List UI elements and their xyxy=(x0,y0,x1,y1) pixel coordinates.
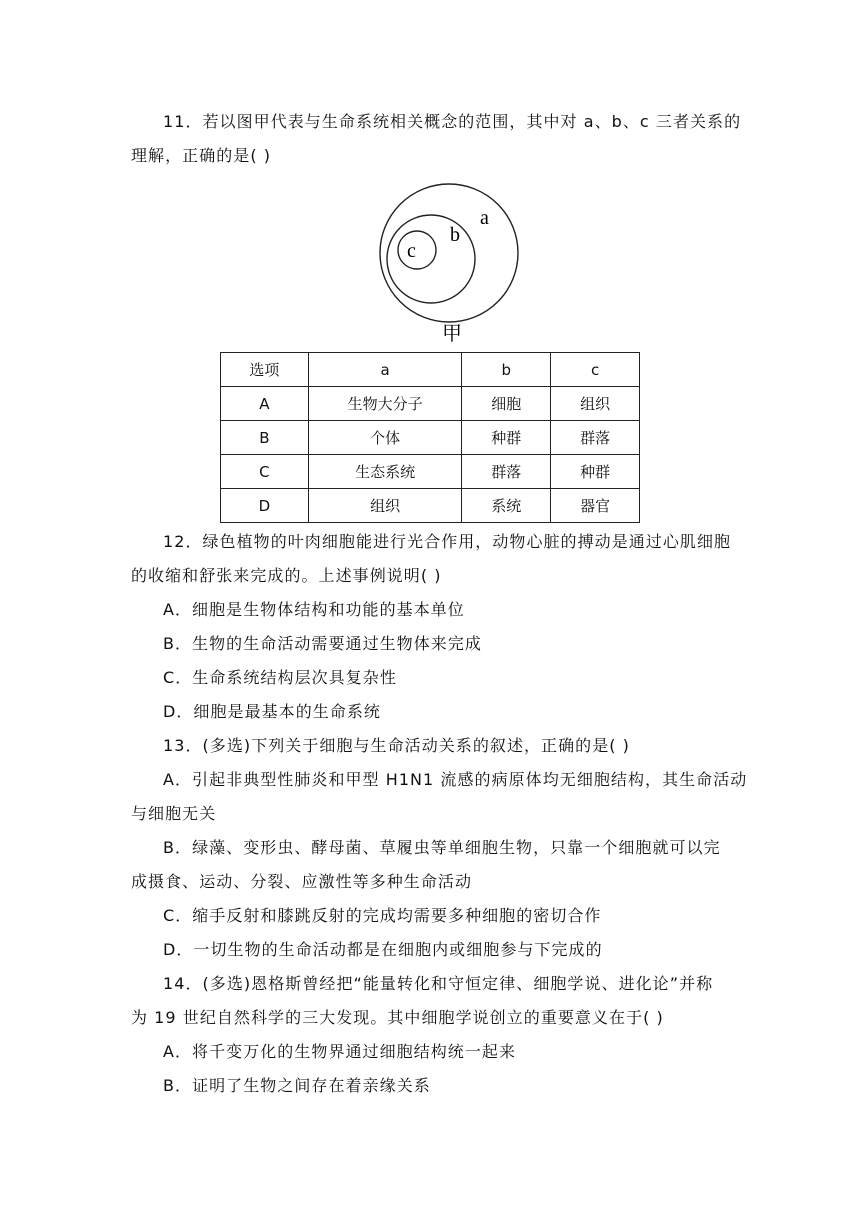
label-c: c xyxy=(407,240,416,262)
table-header-cell: c xyxy=(551,353,640,387)
circle-a xyxy=(380,184,518,322)
label-b: b xyxy=(450,224,460,246)
table-cell: 器官 xyxy=(551,489,640,523)
table-cell: D xyxy=(221,489,309,523)
q11-options-table xyxy=(220,352,640,523)
q13-option-a-line2: 与细胞无关 xyxy=(131,804,217,823)
q12-option-c: C．生命系统结构层次具复杂性 xyxy=(163,668,397,687)
q14-stem-line2: 为 19 世纪自然科学的三大发现。其中细胞学说创立的重要意义在于( ) xyxy=(131,1008,664,1027)
q13-option-c: C．缩手反射和膝跳反射的完成均需要多种细胞的密切合作 xyxy=(163,906,602,925)
table-cell: 群落 xyxy=(551,421,640,455)
q12-stem-line2: 的收缩和舒张来完成的。上述事例说明( ) xyxy=(131,566,442,585)
q12-stem-line1: 12．绿色植物的叶肉细胞能进行光合作用，动物心脏的搏动是通过心肌细胞 xyxy=(163,532,732,551)
q12-option-d: D．细胞是最基本的生命系统 xyxy=(163,702,381,721)
table-cell: B xyxy=(221,421,309,455)
table-row xyxy=(221,489,640,523)
table-cell: 组织 xyxy=(308,489,462,523)
circle-c xyxy=(398,231,436,269)
table-cell: 种群 xyxy=(551,455,640,489)
diagram-caption: 甲 xyxy=(442,321,462,345)
table-header-cell: 选项 xyxy=(221,353,309,387)
table-cell: 个体 xyxy=(308,421,462,455)
q13-option-b-line2: 成摄食、运动、分裂、应激性等多种生命活动 xyxy=(131,872,473,891)
table-cell: 系统 xyxy=(462,489,551,523)
table-cell: 细胞 xyxy=(462,387,551,421)
q14-option-a: A．将千变万化的生物界通过细胞结构统一起来 xyxy=(163,1042,516,1061)
table-row xyxy=(221,387,640,421)
table-cell: A xyxy=(221,387,309,421)
table-row xyxy=(221,421,640,455)
table-header-row xyxy=(221,353,640,387)
q11-stem-line2: 理解，正确的是( ) xyxy=(131,146,272,165)
q13-option-a-line1: A．引起非典型性肺炎和甲型 H1N1 流感的病原体均无细胞结构，其生命活动 xyxy=(163,770,748,789)
label-a: a xyxy=(480,207,489,229)
q12-option-a: A．细胞是生物体结构和功能的基本单位 xyxy=(163,600,465,619)
table-header-cell: a xyxy=(308,353,462,387)
table-cell: 生物大分子 xyxy=(308,387,462,421)
table-cell: 组织 xyxy=(551,387,640,421)
q14-stem-line1: 14．(多选)恩格斯曾经把“能量转化和守恒定律、细胞学说、进化论”并称 xyxy=(163,974,714,993)
table-cell: 种群 xyxy=(462,421,551,455)
q13-option-b-line1: B．绿藻、变形虫、酵母菌、草履虫等单细胞生物，只靠一个细胞就可以完 xyxy=(163,838,721,857)
q14-option-b: B．证明了生物之间存在着亲缘关系 xyxy=(163,1076,431,1095)
nested-circles-diagram xyxy=(378,180,530,346)
table-cell: 群落 xyxy=(462,455,551,489)
table-row xyxy=(221,455,640,489)
q13-option-d: D．一切生物的生命活动都是在细胞内或细胞参与下完成的 xyxy=(163,940,603,959)
table-cell: 生态系统 xyxy=(308,455,462,489)
q11-stem-line1: 11．若以图甲代表与生命系统相关概念的范围，其中对 a、b、c 三者关系的 xyxy=(163,112,742,131)
q13-stem: 13．(多选)下列关于细胞与生命活动关系的叙述，正确的是( ) xyxy=(163,736,630,755)
table-cell: C xyxy=(221,455,309,489)
table-header-cell: b xyxy=(462,353,551,387)
q12-option-b: B．生物的生命活动需要通过生物体来完成 xyxy=(163,634,482,653)
